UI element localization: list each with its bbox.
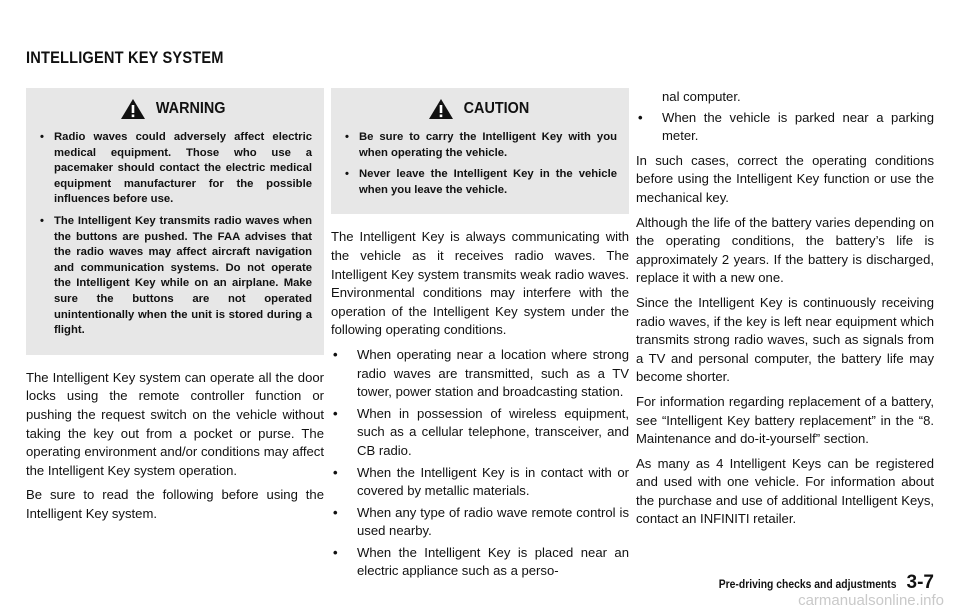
paragraph: Although the life of the battery varies depending on the operating conditions, the battery’s life is approximately 2 years. If the battery is discharged, replace it with a new one. <box>636 214 934 286</box>
warning-list <box>38 130 312 339</box>
column-3 <box>636 88 934 535</box>
warning-icon <box>120 98 146 120</box>
paragraph: The Intelligent Key system can operate all the door locks using the remote controller function or pushing the request switch on the vehicle without taking the key out from a pocket or purse. The operating environment and/or conditions may affect the Intelligent Key system operation. <box>26 369 324 478</box>
paragraph: In such cases, correct the operating conditions before using the Intelligent Key function or use the mechanical key. <box>636 152 934 205</box>
caution-list <box>343 130 617 198</box>
caution-item: • Never leave the Intelligent Key in the vehicle when you leave the vehicle. <box>343 167 617 198</box>
list-item: • When the Intelligent Key is in contact with or covered by metallic materials. <box>331 464 629 501</box>
section-title: INTELLIGENT KEY SYSTEM <box>26 48 224 67</box>
paragraph: For information regarding replacement of a battery, see “Intelligent Key battery replacement” in the “8. Maintenance and do-it-yourself” section. <box>636 393 934 447</box>
page-footer <box>699 572 934 594</box>
list-item: • When the vehicle is parked near a parking meter. <box>636 109 934 146</box>
watermark: carmanualsonline.info <box>798 592 944 609</box>
conditions-list <box>331 346 629 581</box>
caution-icon <box>428 98 454 120</box>
list-item: • When any type of radio wave remote control is used nearby. <box>331 504 629 541</box>
list-item: • When the Intelligent Key is placed near an electric appliance such as a perso- <box>331 544 629 581</box>
continuation-text: nal computer. <box>662 89 741 104</box>
column-1 <box>26 88 324 529</box>
paragraph: The Intelligent Key is always communicating with the vehicle as it receives radio waves. The Intelligent Key system transmits weak radio waves. Environmental conditions may interfere with the operation of the Intelligent Key system under the following operating conditions. <box>331 229 629 338</box>
paragraph: As many as 4 Intelligent Keys can be registered and used with one vehicle. For information about the purchase and use of additional Intelligent Keys, contact an INFINITI retailer. <box>636 455 934 527</box>
footer-section-label: Pre-driving checks and adjustments <box>718 579 897 591</box>
warning-header <box>38 98 312 120</box>
warning-box <box>26 88 324 355</box>
warning-item: • Radio waves could adversely affect electric medical equipment. Those who use a pacemaker should contact the electric medical equipment manufacturer for the possible influences before use. <box>38 130 312 208</box>
paragraph: Be sure to read the following before using the Intelligent Key system. <box>26 487 324 521</box>
paragraph: Since the Intelligent Key is continuously receiving radio waves, if the key is left near equipment which transmits strong radio waves, such as signals from a TV and personal computer, the battery life may become shorter. <box>636 294 934 385</box>
warning-item: • The Intelligent Key transmits radio waves when the buttons are pushed. The FAA advises that the radio waves may affect aircraft navigation and communication systems. Do not operate the Intelligent Key while on an airplane. Make sure the buttons are not operated unintentionally when the unit is stored during a flight. <box>38 214 312 339</box>
list-item: • When operating near a location where strong radio waves are transmitted, such as a TV tower, power station and broadcasting station. <box>331 346 629 402</box>
caution-header <box>343 98 617 120</box>
warning-title: WARNING <box>156 100 226 117</box>
list-item: • When in possession of wireless equipment, such as a cellular telephone, transceiver, and CB radio. <box>331 405 629 461</box>
page-number: 3-7 <box>906 572 934 593</box>
caution-title: CAUTION <box>463 100 529 117</box>
caution-item: • Be sure to carry the Intelligent Key with you when operating the vehicle. <box>343 130 617 161</box>
column-2 <box>331 88 629 587</box>
conditions-list-continued <box>636 109 934 146</box>
caution-box <box>331 88 629 214</box>
